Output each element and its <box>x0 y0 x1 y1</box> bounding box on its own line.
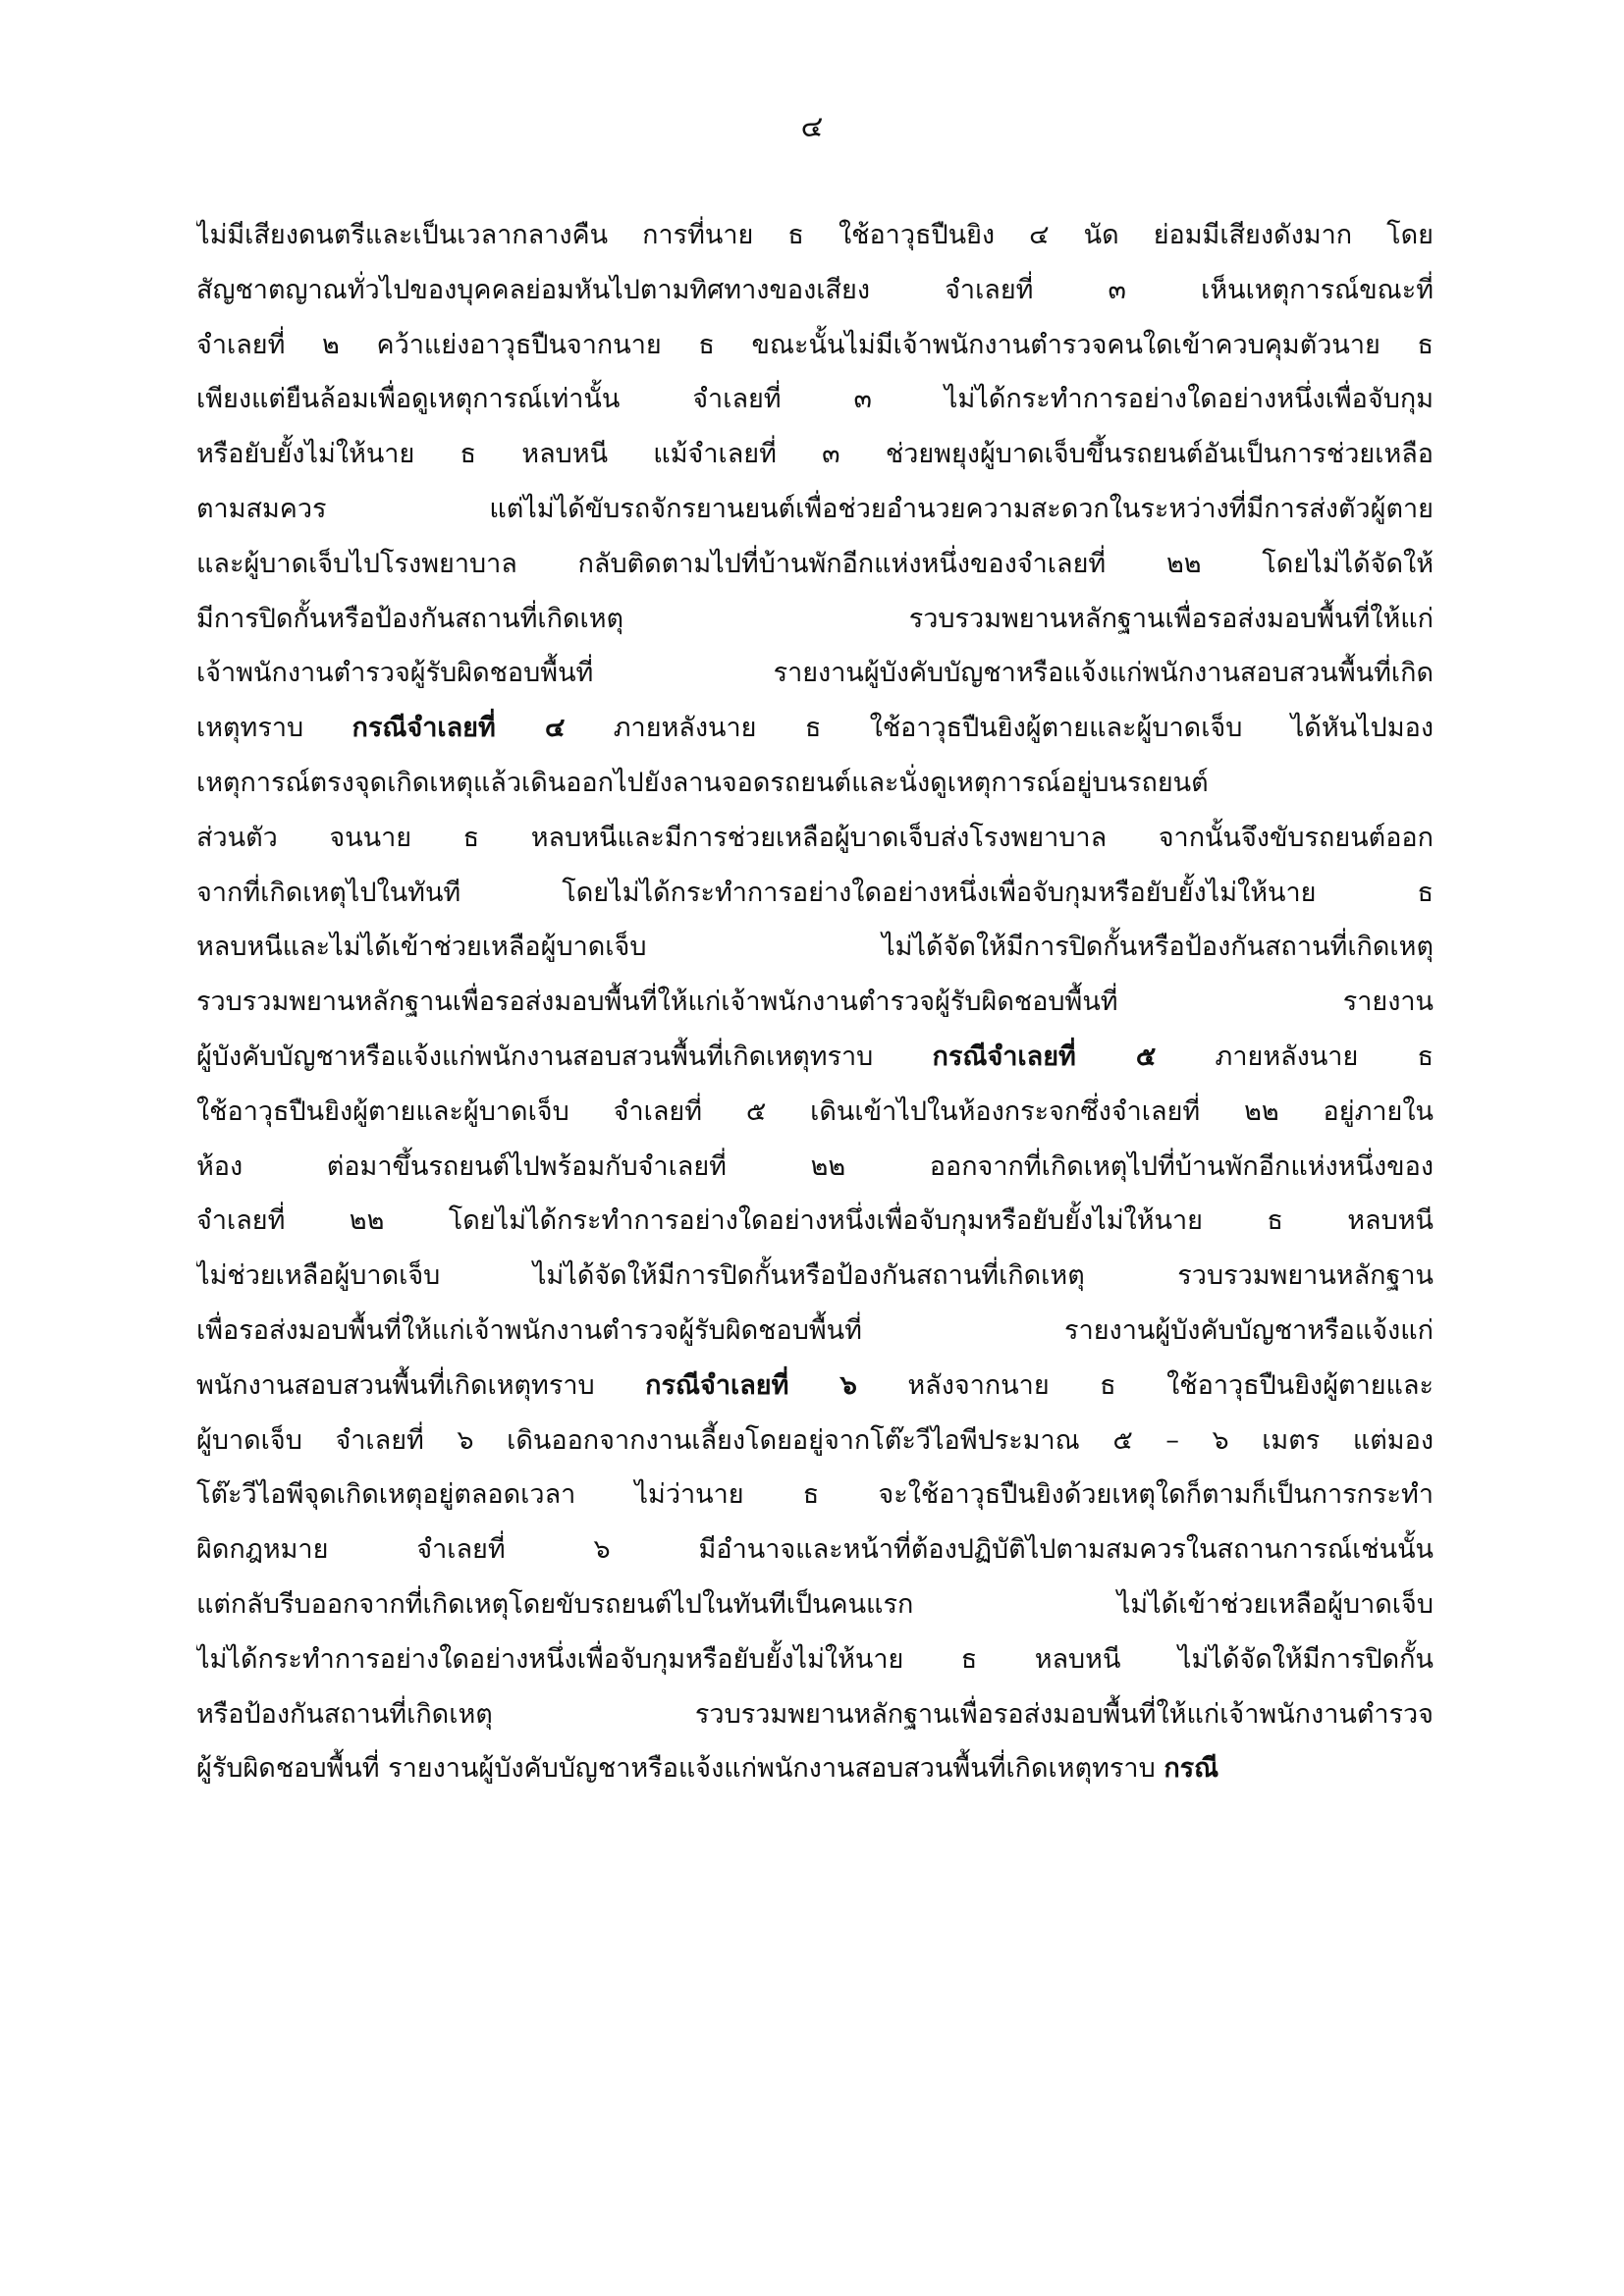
text-segment: ไม่ได้กระทำการอย่างใดอย่างหนึ่งเพื่อจับกุมหรือยับยั้งไม่ให้นาย ธ หลบหนี ไม่ได้จัดให้มีการปิดกั้น <box>196 1643 1434 1675</box>
text-segment: ผู้บาดเจ็บ จำเลยที่ ๖ เดินออกจากงานเลี้ยงโดยอยู่จากโต๊ะวีไอพีประมาณ ๕ – ๖ เมตร แต่มอง <box>196 1424 1434 1456</box>
text-segment: เพื่อรอส่งมอบพื้นที่ให้แก่เจ้าพนักงานตำรวจผู้รับผิดชอบพื้นที่ รายงานผู้บังคับบัญชาหรือแจ้งแก่ <box>196 1314 1434 1346</box>
text-line <box>196 1522 1434 1577</box>
text-line <box>196 1359 1434 1414</box>
body-text <box>196 208 1434 1796</box>
text-line <box>196 1414 1434 1468</box>
text-segment: ใช้อาวุธปืนยิงผู้ตายและผู้บาดเจ็บ จำเลยที่ ๕ เดินเข้าไปในห้องกระจกซึ่งจำเลยที่ ๒๒ อยู่ภายใน <box>196 1095 1434 1127</box>
text-segment: โต๊ะวีไอพีจุดเกิดเหตุอยู่ตลอดเวลา ไม่ว่านาย ธ จะใช้อาวุธปืนยิงด้วยเหตุใดก็ตามก็เป็นการกระทำ <box>196 1479 1434 1511</box>
text-line <box>196 537 1434 592</box>
text-line <box>196 756 1434 811</box>
text-segment: ผู้รับผิดชอบพื้นที่ รายงานผู้บังคับบัญชาหรือแจ้งแก่พนักงานสอบสวนพื้นที่เกิดเหตุทราบ <box>196 1753 1164 1785</box>
text-line <box>196 1194 1434 1249</box>
text-line <box>196 318 1434 373</box>
text-line <box>196 866 1434 921</box>
text-line <box>196 1030 1434 1085</box>
text-segment: ตามสมควร แต่ไม่ได้ขับรถจักรยานยนต์เพื่อช่วยอำนวยความสะดวกในระหว่างที่มีการส่งตัวผู้ตาย <box>196 493 1434 524</box>
text-line <box>196 811 1434 866</box>
text-line <box>196 263 1434 318</box>
text-segment: มีการปิดกั้นหรือป้องกันสถานที่เกิดเหตุ รวบรวมพยานหลักฐานเพื่อรอส่งมอบพื้นที่ให้แก่ <box>196 603 1434 634</box>
text-segment: เหตุการณ์ตรงจุดเกิดเหตุแล้วเดินออกไปยังลานจอดรถยนต์และนั่งดูเหตุการณ์อยู่บนรถยนต์ <box>196 767 1209 798</box>
text-segment: สัญชาตญาณทั่วไปของบุคคลย่อมหันไปตามทิศทางของเสียง จำเลยที่ ๓ เห็นเหตุการณ์ขณะที่ <box>196 274 1434 305</box>
text-segment: รวบรวมพยานหลักฐานเพื่อรอส่งมอบพื้นที่ให้แก่เจ้าพนักงานตำรวจผู้รับผิดชอบพื้นที่ รายงาน <box>196 987 1434 1018</box>
text-segment: หรือป้องกันสถานที่เกิดเหตุ รวบรวมพยานหลักฐานเพื่อรอส่งมอบพื้นที่ให้แก่เจ้าพนักงานตำรวจ <box>196 1698 1434 1730</box>
text-line <box>196 427 1434 482</box>
case-heading: กรณีจำเลยที่ ๕ <box>932 1041 1157 1072</box>
case-heading: กรณีจำเลยที่ ๖ <box>645 1369 857 1401</box>
text-segment: จากที่เกิดเหตุไปในทันที โดยไม่ได้กระทำการอย่างใดอย่างหนึ่งเพื่อจับกุมหรือยับยั้งไม่ให้นาย ธ <box>196 877 1434 908</box>
text-segment: ผิดกฎหมาย จำเลยที่ ๖ มีอำนาจและหน้าที่ต้องปฏิบัติไปตามสมควรในสถานการณ์เช่นนั้น <box>196 1534 1434 1566</box>
text-segment: แต่กลับรีบออกจากที่เกิดเหตุโดยขับรถยนต์ไปในทันทีเป็นคนแรก ไม่ได้เข้าช่วยเหลือผู้บาดเจ็บ <box>196 1588 1434 1620</box>
text-line <box>196 920 1434 975</box>
text-line <box>196 646 1434 701</box>
text-line <box>196 1304 1434 1359</box>
text-line <box>196 1249 1434 1304</box>
text-segment: และผู้บาดเจ็บไปโรงพยาบาล กลับติดตามไปที่บ้านพักอีกแห่งหนึ่งของจำเลยที่ ๒๒ โดยไม่ได้จัดให้ <box>196 548 1434 579</box>
text-line <box>196 1085 1434 1140</box>
text-segment: ส่วนตัว จนนาย ธ หลบหนีและมีการช่วยเหลือผู้บาดเจ็บส่งโรงพยาบาล จากนั้นจึงขับรถยนต์ออก <box>196 822 1434 853</box>
text-line <box>196 482 1434 537</box>
text-segment: จำเลยที่ ๒๒ โดยไม่ได้กระทำการอย่างใดอย่างหนึ่งเพื่อจับกุมหรือยับยั้งไม่ให้นาย ธ หลบหนี <box>196 1205 1434 1237</box>
text-line <box>196 208 1434 263</box>
text-segment: เพียงแต่ยืนล้อมเพื่อดูเหตุการณ์เท่านั้น จำเลยที่ ๓ ไม่ได้กระทำการอย่างใดอย่างหนึ่งเพื่อจับกุม <box>196 384 1434 415</box>
text-line <box>196 1140 1434 1195</box>
text-line <box>196 975 1434 1030</box>
text-line <box>196 1577 1434 1632</box>
text-line <box>196 372 1434 427</box>
text-segment: พนักงานสอบสวนพื้นที่เกิดเหตุทราบ <box>196 1369 646 1401</box>
text-segment: ผู้บังคับบัญชาหรือแจ้งแก่พนักงานสอบสวนพื้นที่เกิดเหตุทราบ <box>196 1041 933 1072</box>
text-segment: ห้อง ต่อมาขึ้นรถยนต์ไปพร้อมกับจำเลยที่ ๒๒ ออกจากที่เกิดเหตุไปที่บ้านพักอีกแห่งหนึ่งของ <box>196 1150 1434 1182</box>
text-segment: เหตุทราบ <box>196 713 352 744</box>
text-line <box>196 701 1434 756</box>
text-segment: หลังจากนาย ธ ใช้อาวุธปืนยิงผู้ตายและ <box>856 1369 1434 1401</box>
text-segment: จำเลยที่ ๒ คว้าแย่งอาวุธปืนจากนาย ธ ขณะนั้นไม่มีเจ้าพนักงานตำรวจคนใดเข้าควบคุมตัวนาย ธ <box>196 329 1434 360</box>
text-line <box>196 592 1434 647</box>
text-line <box>196 1741 1434 1796</box>
text-line <box>196 1632 1434 1687</box>
case-heading: กรณี <box>1164 1753 1219 1785</box>
text-segment: เจ้าพนักงานตำรวจผู้รับผิดชอบพื้นที่ รายงานผู้บังคับบัญชาหรือแจ้งแก่พนักงานสอบสวนพื้นที่เกิด <box>196 658 1434 689</box>
text-segment: ไม่มีเสียงดนตรีและเป็นเวลากลางคืน การที่นาย ธ ใช้อาวุธปืนยิง ๔ นัด ย่อมมีเสียงดังมาก โดย <box>196 220 1434 250</box>
text-segment: ภายหลังนาย ธ <box>1156 1041 1434 1072</box>
text-segment: ภายหลังนาย ธ ใช้อาวุธปืนยิงผู้ตายและผู้บาดเจ็บ ได้หันไปมอง <box>565 713 1434 744</box>
text-segment: ไม่ช่วยเหลือผู้บาดเจ็บ ไม่ได้จัดให้มีการปิดกั้นหรือป้องกันสถานที่เกิดเหตุ รวบรวมพยานหลักฐาน <box>196 1260 1434 1292</box>
text-line <box>196 1687 1434 1742</box>
page-number: ๔ <box>800 110 824 144</box>
text-segment: หลบหนีและไม่ได้เข้าช่วยเหลือผู้บาดเจ็บ ไม่ได้จัดให้มีการปิดกั้นหรือป้องกันสถานที่เกิดเหตุ <box>196 932 1434 963</box>
text-line <box>196 1468 1434 1522</box>
text-segment: หรือยับยั้งไม่ให้นาย ธ หลบหนี แม้จำเลยที่ ๓ ช่วยพยุงผู้บาดเจ็บขึ้นรถยนต์อันเป็นการช่วยเหลือ <box>196 439 1434 470</box>
case-heading: กรณีจำเลยที่ ๔ <box>352 713 566 744</box>
